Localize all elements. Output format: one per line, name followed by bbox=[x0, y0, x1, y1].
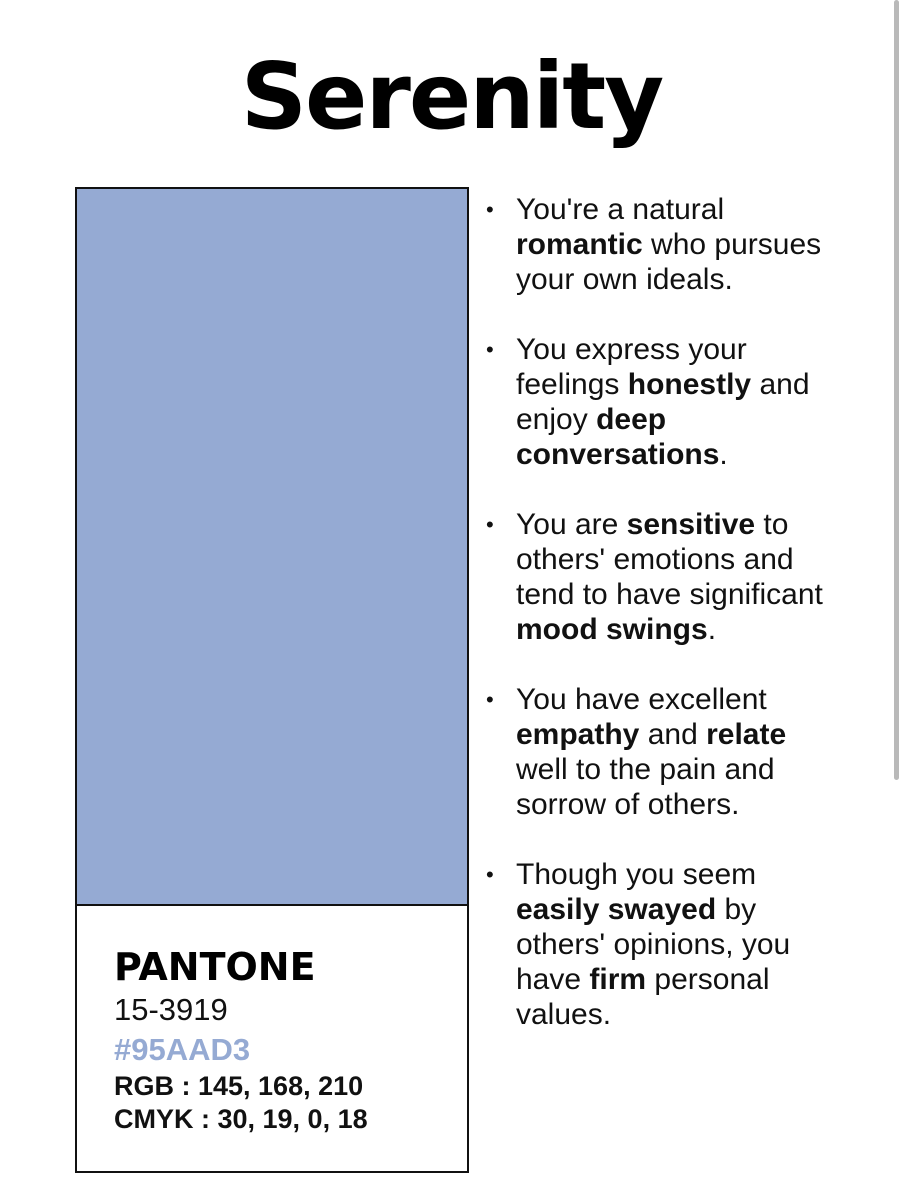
trait-text bbox=[516, 858, 790, 1031]
trait-emphasis: firm bbox=[589, 963, 647, 996]
trait-segment: personal values. bbox=[516, 963, 770, 1031]
trait-text bbox=[516, 508, 823, 646]
trait-emphasis: mood swings bbox=[516, 613, 708, 646]
trait-segment: You're a natural bbox=[516, 193, 725, 226]
trait-segment: to others' emotions and tend to have significant bbox=[516, 508, 823, 611]
trait-segment: You express your feelings bbox=[516, 333, 747, 401]
bullet-icon: • bbox=[486, 862, 494, 887]
trait-segment: well to the pain and sorrow of others. bbox=[516, 753, 775, 821]
trait-segment: by others' opinions, you have bbox=[516, 893, 791, 996]
bullet-icon: • bbox=[486, 687, 494, 712]
trait-item bbox=[480, 682, 840, 822]
trait-item bbox=[480, 332, 840, 472]
trait-segment: and bbox=[639, 718, 707, 751]
pantone-cmyk: CMYK : 30, 19, 0, 18 bbox=[114, 1104, 368, 1134]
pantone-info bbox=[77, 906, 467, 1136]
trait-list bbox=[480, 192, 840, 1067]
bullet-icon: • bbox=[486, 197, 494, 222]
trait-emphasis: sensitive bbox=[626, 508, 756, 541]
trait-text bbox=[516, 193, 821, 296]
trait-item bbox=[480, 507, 840, 647]
pantone-code: 15-3919 bbox=[114, 992, 228, 1027]
trait-emphasis: easily swayed bbox=[516, 893, 717, 926]
pantone-hex: #95AAD3 bbox=[114, 1032, 251, 1067]
color-swatch bbox=[77, 189, 467, 906]
trait-segment: who pursues your own ideals. bbox=[516, 228, 822, 296]
trait-text bbox=[516, 333, 810, 471]
trait-segment: You are bbox=[516, 508, 627, 541]
trait-item bbox=[480, 857, 840, 1032]
trait-segment: Though you seem bbox=[516, 858, 757, 891]
trait-emphasis: relate bbox=[706, 718, 787, 751]
pantone-card bbox=[75, 187, 469, 1173]
bullet-icon: • bbox=[486, 337, 494, 362]
trait-emphasis: honestly bbox=[627, 368, 752, 401]
trait-segment: . bbox=[707, 613, 717, 646]
trait-item bbox=[480, 192, 840, 297]
trait-emphasis: deep conversations bbox=[516, 403, 720, 471]
trait-emphasis: empathy bbox=[516, 718, 640, 751]
page-title: Serenity bbox=[240, 43, 663, 150]
trait-segment: and enjoy bbox=[516, 368, 810, 436]
pantone-brand: PANTONE bbox=[114, 945, 316, 989]
pantone-rgb: RGB : 145, 168, 210 bbox=[114, 1071, 364, 1101]
trait-emphasis: romantic bbox=[516, 228, 643, 261]
trait-segment: You have excellent bbox=[516, 683, 767, 716]
trait-text bbox=[516, 683, 786, 821]
bullet-icon: • bbox=[486, 512, 494, 537]
scrollbar[interactable] bbox=[894, 0, 899, 780]
trait-segment: . bbox=[719, 438, 728, 471]
